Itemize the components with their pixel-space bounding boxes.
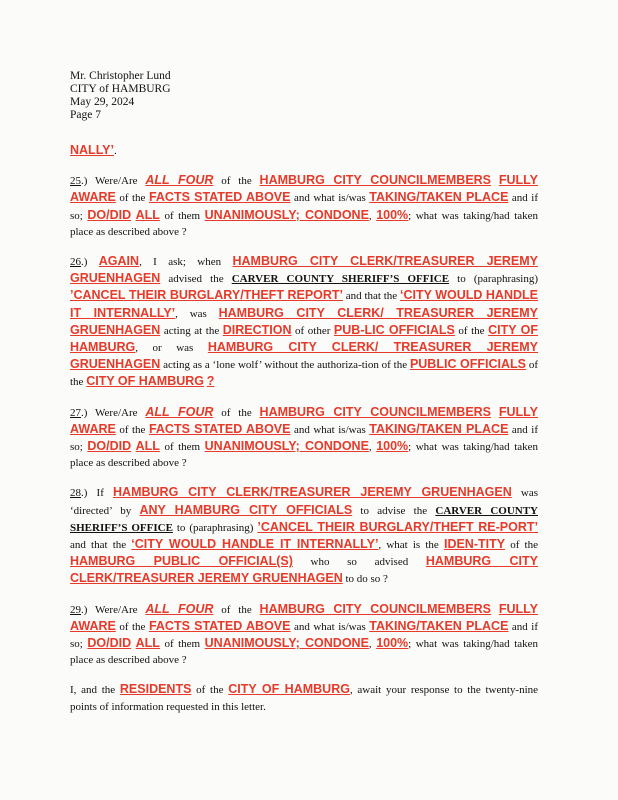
emphasized-text: ?	[206, 374, 215, 389]
body-text: .)	[81, 256, 99, 269]
emphasized-text: HAMBURG CITY COUNCILMEMBERS	[259, 173, 492, 188]
emphasized-text: 27	[70, 406, 81, 419]
emphasized-text: HAMBURG CITY CLERK/TREASURER JEREMY GRUENHAGEN	[70, 254, 538, 286]
emphasized-text: IDEN-TITY	[443, 537, 506, 552]
paragraph-25	[70, 172, 538, 240]
emphasized-text: 100%	[376, 207, 409, 222]
body-text: .	[114, 145, 117, 157]
emphasized-text: CARVER COUNTY SHERIFF’S OFFICE	[70, 504, 538, 534]
emphasized-text: FULLY AWARE	[70, 404, 538, 436]
paragraph-28	[70, 484, 538, 587]
paragraph-27	[70, 404, 538, 472]
body-text: and that the	[343, 290, 400, 303]
body-text: of the	[70, 359, 538, 389]
body-text: of them	[159, 209, 205, 222]
body-text: ; what was taking/had taken place as described above ?	[70, 209, 539, 238]
body-text: and what is/was	[290, 620, 370, 633]
body-text: of them	[159, 638, 205, 651]
emphasized-text: FULLY AWARE	[70, 173, 538, 205]
body-text: acting at the	[160, 324, 223, 337]
emphasized-text: HAMBURG CITY COUNCILMEMBERS	[259, 601, 492, 616]
emphasized-text: ALL	[135, 207, 160, 222]
emphasized-text: ‘CITY WOULD HANDLE IT INTERNALLY’	[70, 288, 538, 320]
emphasized-text: CITY OF HAMBURG	[70, 322, 538, 355]
body-text: ,	[368, 638, 377, 651]
emphasized-text: ’CANCEL THEIR BURGLARY/THEFT RE-PORT’	[257, 519, 538, 534]
emphasized-text: UNANIMOUSLY; CONDONE	[204, 636, 369, 651]
body-text: .) Were/Are	[81, 406, 146, 419]
body-text: of the	[191, 684, 229, 697]
body-text	[491, 175, 499, 187]
letter-date: May 29, 2024	[70, 96, 135, 108]
body-text: of the	[505, 539, 538, 552]
body-text: of other	[291, 324, 334, 337]
emphasized-text: ’CANCEL THEIR BURGLARY/THEFT REPORT’	[70, 288, 344, 303]
emphasized-text: FULLY AWARE	[70, 601, 538, 633]
emphasized-text: 29	[70, 603, 81, 616]
body-text: of the	[213, 406, 260, 419]
emphasized-text: DO/DID	[87, 207, 132, 222]
letter-body	[70, 142, 538, 715]
emphasized-text: ALL FOUR	[145, 173, 214, 188]
emphasized-text: 26	[70, 256, 81, 269]
emphasized-text: HAMBURG PUBLIC OFFICIAL(S)	[70, 554, 293, 569]
body-text: .) Were/Are	[81, 603, 146, 616]
emphasized-text: UNANIMOUSLY; CONDONE	[204, 439, 369, 454]
body-text: , what is the	[378, 539, 444, 552]
body-text: of the	[213, 603, 260, 616]
body-text: and if so;	[70, 423, 538, 454]
emphasized-text: TAKING/TAKEN PLACE	[369, 421, 509, 436]
emphasized-text: UNANIMOUSLY; CONDONE	[204, 207, 369, 222]
body-text: .) If	[81, 487, 114, 500]
emphasized-text: ALL	[135, 636, 160, 651]
body-text: of the	[213, 175, 260, 188]
body-text: , I ask; when	[139, 256, 233, 269]
emphasized-text: AGAIN	[98, 254, 140, 269]
recipient-name: Mr. Christopher Lund	[70, 70, 171, 82]
emphasized-text: PUBLIC OFFICIALS	[409, 357, 526, 372]
emphasized-text: ALL FOUR	[145, 404, 214, 419]
body-text: of the	[115, 423, 149, 436]
paragraph-closing	[70, 681, 538, 714]
emphasized-text: 100%	[376, 636, 409, 651]
paragraph-continuation	[70, 142, 538, 159]
body-text: .) Were/Are	[81, 175, 146, 188]
body-text: ; what was taking/had taken place as described above ?	[70, 441, 539, 470]
emphasized-text: HAMBURG CITY COUNCILMEMBERS	[259, 404, 492, 419]
emphasized-text: FACTS STATED ABOVE	[148, 190, 291, 205]
recipient-city: CITY of HAMBURG	[70, 83, 171, 95]
body-text: , or was	[135, 342, 208, 355]
emphasized-text: HAMBURG CITY CLERK/ TREASURER JEREMY GRUENHAGEN	[70, 305, 538, 337]
body-text: advised the	[160, 273, 232, 286]
emphasized-text: TAKING/TAKEN PLACE	[369, 190, 509, 205]
body-text: , was	[175, 307, 219, 320]
emphasized-text: TAKING/TAKEN PLACE	[369, 618, 509, 633]
emphasized-text: CARVER COUNTY SHERIFF’S OFFICE	[231, 273, 450, 286]
emphasized-text: DIRECTION	[222, 322, 292, 337]
emphasized-text: CITY OF HAMBURG	[228, 682, 350, 697]
body-text: was ‘directed’ by	[70, 487, 538, 517]
body-text: of the	[454, 324, 489, 337]
emphasized-text: FACTS STATED ABOVE	[148, 421, 291, 436]
body-text: of the	[115, 192, 149, 205]
paragraph-26	[70, 253, 538, 391]
emphasized-text: HAMBURG CITY CLERK/TREASURER JEREMY GRUENHAGEN	[113, 485, 512, 500]
page-number: Page 7	[70, 109, 101, 121]
body-text: I, and the	[70, 684, 120, 697]
emphasized-text: DO/DID	[87, 636, 132, 651]
emphasized-text: HAMBURG CITY CLERK/TREASURER JEREMY GRUENHAGEN	[70, 554, 539, 586]
body-text: who so advised	[292, 556, 426, 569]
body-text: and if so;	[70, 620, 538, 651]
emphasized-text: ANY HAMBURG CITY OFFICIALS	[139, 502, 353, 517]
body-text: and what is/was	[290, 423, 370, 436]
emphasized-text: FACTS STATED ABOVE	[148, 618, 291, 633]
emphasized-text: ALL FOUR	[145, 601, 214, 616]
body-text: of the	[115, 620, 149, 633]
body-text: and if so;	[70, 192, 538, 222]
spacer	[70, 122, 538, 142]
body-text: to (paraphrasing)	[172, 521, 258, 534]
emphasized-text: NALLY’	[70, 143, 114, 157]
body-text: acting as a ‘lone wolf’ without the authoriza-tion of the	[160, 359, 410, 372]
body-text: to (paraphrasing)	[449, 273, 538, 286]
emphasized-text: PUB-LIC OFFICIALS	[333, 322, 455, 337]
body-text: and what is/was	[290, 192, 370, 205]
emphasized-text: ‘CITY WOULD HANDLE IT INTERNALLY’	[131, 537, 379, 552]
body-text	[491, 407, 499, 419]
body-text: ; what was taking/had taken place as described above ?	[70, 638, 539, 667]
emphasized-text: HAMBURG CITY CLERK/ TREASURER JEREMY GRUENHAGEN	[70, 340, 538, 372]
emphasized-text: CITY OF HAMBURG	[86, 374, 205, 389]
body-text: , await your response to the twenty-nine points of information requested in this letter.	[70, 684, 539, 713]
emphasized-text: 100%	[376, 439, 409, 454]
body-text: to do so ?	[342, 573, 388, 586]
emphasized-text: RESIDENTS	[119, 682, 192, 697]
body-text: ,	[368, 441, 377, 454]
body-text: to advise the	[352, 504, 436, 517]
body-text: and that the	[70, 539, 132, 552]
emphasized-text: 28	[70, 487, 81, 500]
emphasized-text: ALL	[135, 439, 160, 454]
body-text	[491, 604, 499, 616]
letter-header	[70, 70, 538, 122]
paragraph-29	[70, 601, 538, 669]
emphasized-text: 25	[70, 175, 81, 188]
body-text: ,	[368, 209, 377, 222]
body-text: of them	[159, 441, 205, 454]
emphasized-text: DO/DID	[87, 439, 132, 454]
